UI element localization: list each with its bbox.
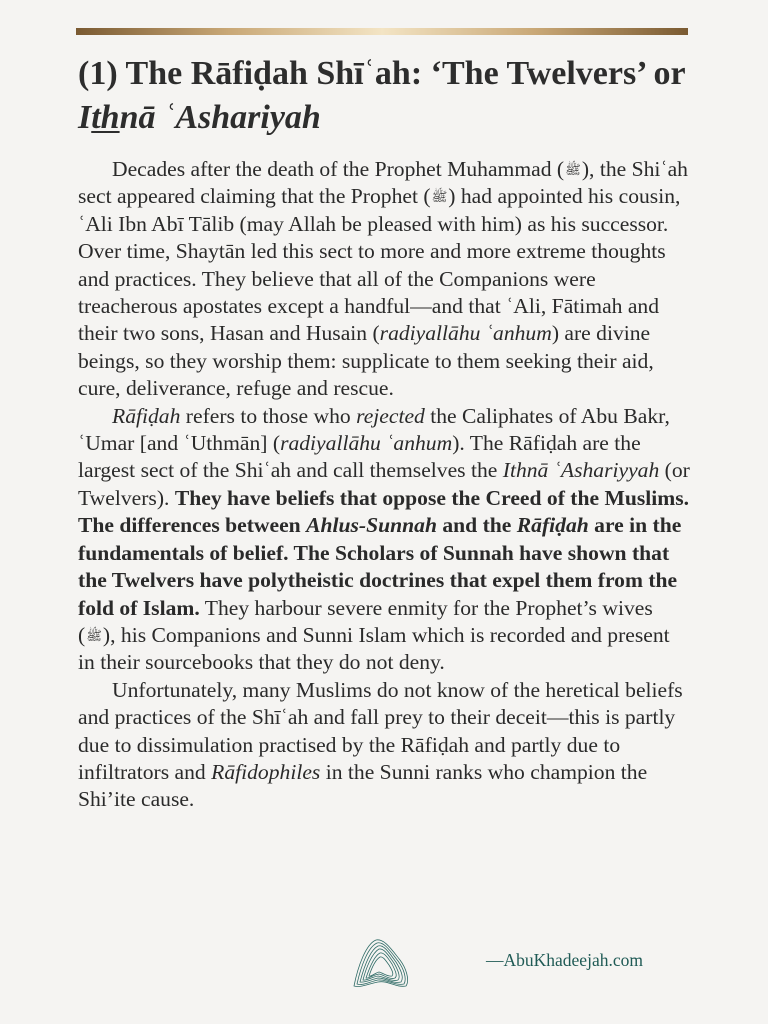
p3-text-c: in the Sunni ranks who champion the Shi’ite cause. <box>78 759 648 812</box>
title-italic-post: nā ʿAshariyah <box>119 99 321 136</box>
p2-text-i: They harbour severe enmity for the Prophet’s wives ( <box>78 595 653 647</box>
p3-italic-b: Rāfidophiles <box>211 759 321 784</box>
p1-text-b: ), the Shiʿah sect appeared claiming that the Prophet ( <box>78 157 688 209</box>
page-title <box>78 52 698 140</box>
paragraph-1 <box>78 156 690 403</box>
paragraph-2 <box>78 403 690 677</box>
salutation-symbol: ﷺ <box>431 189 448 205</box>
article-body <box>78 156 690 814</box>
title-bold: ‘The Twelvers’ <box>430 55 646 92</box>
website-credit: —AbuKhadeejah.com <box>486 950 643 970</box>
p1-text-a: Decades after the death of the Prophet Muhammad ( <box>112 157 565 181</box>
p2-text-d: the Caliphates of Abu Bakr, ʿUmar [and ʿUthmān] ( <box>78 403 670 456</box>
paragraph-3 <box>78 677 690 814</box>
p2-text-h: (or Twelvers). <box>78 458 690 510</box>
p2-text-b: refers to those who <box>180 403 357 428</box>
p2-bold-3: are in the fundamentals of belief. The Scholars of Sunnah have shown that the Twelvers have polytheistic doctrines that expel them from the fold of Islam. <box>78 513 682 620</box>
title-italic-underlined: th <box>91 99 120 136</box>
p1-italic: radiyallāhu ʿanhum <box>379 321 552 346</box>
p2-bold-italic-2: Rāfiḍah <box>516 513 589 538</box>
p2-italic-c: rejected <box>356 403 425 428</box>
title-italic-pre: I <box>78 99 92 136</box>
title-prefix: (1) The Rāfiḍah Shīʿah: <box>78 55 431 92</box>
title-italic <box>78 99 321 136</box>
p2-bold-1: They have beliefs that oppose the Creed of the Muslims. The differences between <box>78 485 690 538</box>
title-or: or <box>645 55 685 92</box>
p2-italic-g: Ithnā ʿAshariyyah <box>502 458 660 483</box>
p2-italic-a: Rāfiḍah <box>112 403 181 428</box>
decorative-gold-bar <box>76 28 688 35</box>
salutation-symbol: ﷺ <box>565 162 581 177</box>
p2-text-j: ), his Companions and Sunni Islam which is recorded and present in their sourcebooks that they do not deny. <box>78 622 670 675</box>
p3-text-a: Unfortunately, many Muslims do not know of the heretical beliefs and practices of the Shīʿah and fall prey to their deceit—this is partly due to dissimulation practised by the Rāfiḍah and partly due to infiltrators and <box>78 677 683 784</box>
p2-italic-e: radiyallāhu ʿanhum <box>280 431 453 456</box>
salutation-symbol: ﷺ <box>86 627 102 643</box>
p1-text-c: ) had appointed his cousin, ʿAli Ibn Abī Tālib (may Allah be pleased with him) as his successor. Over time, Shaytān led this sect to more and more extreme thoughts and practices. They believe that all of the Companions were treacherous apostates except a handful—and that ʿAli, Fātimah and their two sons, Hasan and Husain ( <box>78 184 681 346</box>
spiral-logo-icon <box>348 936 414 994</box>
p2-text-f: ). The Rāfiḍah are the largest sect of the Shiʿah and call themselves the <box>78 431 641 483</box>
p2-bold-2: and the <box>436 513 517 538</box>
p2-bold-italic-1: Ahlus-Sunnah <box>306 513 437 538</box>
p1-text-e: ) are divine beings, so they worship them: supplicate to them seeking their aid, cure, deliverance, refuge and rescue. <box>78 321 654 401</box>
